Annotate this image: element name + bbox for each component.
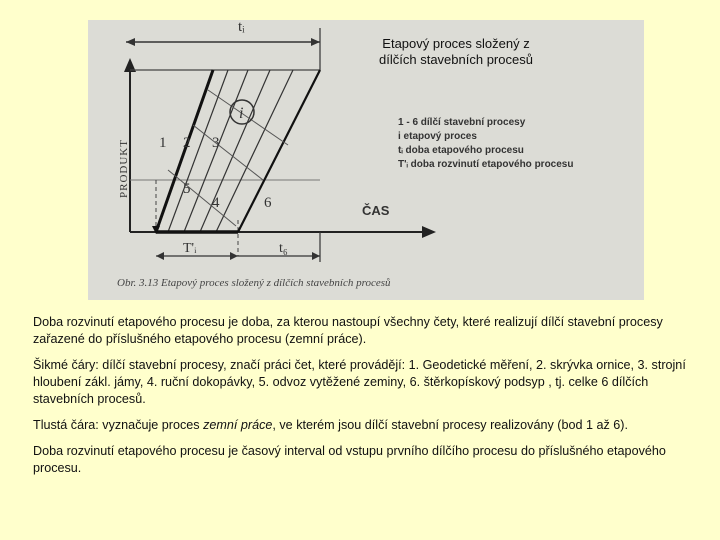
paragraph-sikme-cary: Šikmé čáry: dílčí stavební procesy, značí práci čet, které provádějí: 1. Geodetické měření, 2. skrývka ornice, 3. strojní hloubení zákl. jámy, 4. ruční dokopávky, 5. odvoz vytěžené zeminy, 6. štěrkopískový podsyp , tj. celke 6 dílčích stavebních procesů. bbox=[33, 358, 686, 406]
hatch-line-3 bbox=[208, 90, 288, 145]
etapa-thick-left bbox=[156, 70, 213, 232]
process-number-5: 5 bbox=[183, 181, 191, 197]
legend-line-3: tᵢ doba etapového procesu bbox=[398, 145, 524, 156]
ti-prime-label: T'ᵢ bbox=[183, 241, 197, 256]
process-number-1: 1 bbox=[159, 135, 167, 151]
y-axis-label: PRODUKT bbox=[118, 139, 130, 198]
process-line-4 bbox=[200, 70, 270, 232]
paragraph-doba-rozvinuti: Doba rozvinutí etapového procesu je doba, za kterou nastoupí všechny čety, které realizují dílčí stavební procesy zařazené do příslušného etapového procesu (zemní práce). bbox=[33, 315, 663, 346]
legend-line-2: i etapový proces bbox=[398, 131, 477, 142]
t6-label: t₆ bbox=[279, 241, 288, 256]
hatch-line-2 bbox=[193, 125, 263, 180]
hatch-line-1 bbox=[168, 170, 236, 226]
circled-i-label: i bbox=[239, 105, 244, 122]
explanation-text bbox=[33, 314, 708, 486]
ti-label: tᵢ bbox=[238, 20, 245, 35]
paragraph-tlusta-cara-start: Tlustá čára: vyznačuje proces bbox=[33, 418, 204, 432]
process-number-3: 3 bbox=[212, 135, 220, 151]
ti-prime-arrow-left bbox=[156, 252, 164, 260]
process-line-5 bbox=[216, 70, 293, 232]
process-number-6: 6 bbox=[264, 195, 272, 211]
x-axis-arrow bbox=[422, 226, 436, 238]
diagram-figure bbox=[88, 20, 644, 300]
diagram-svg bbox=[88, 20, 644, 300]
legend-line-1: 1 - 6 dílčí stavební procesy bbox=[398, 117, 526, 128]
paragraph-tlusta-cara bbox=[33, 417, 708, 434]
paragraph-tlusta-cara-end: , ve kterém jsou dílčí stavební procesy realizovány (bod 1 až 6). bbox=[272, 418, 628, 432]
figure-caption: Obr. 3.13 Etapový proces složený z dílčích stavebních procesů bbox=[117, 277, 391, 289]
figure-overlay-title: Etapový proces složený z dílčích stavebních procesů bbox=[379, 36, 533, 67]
ti-arrow-right bbox=[311, 38, 320, 46]
process-number-4: 4 bbox=[212, 195, 220, 211]
legend-line-4: T'ᵢ doba rozvinutí etapového procesu bbox=[398, 159, 574, 170]
paragraph-definice: Doba rozvinutí etapového procesu je časový interval od vstupu prvního dílčího procesu do příslušného etapového procesu. bbox=[33, 444, 666, 475]
ti-prime-arrow-right bbox=[230, 252, 238, 260]
process-number-2: 2 bbox=[183, 135, 191, 151]
t6-arrow-right bbox=[312, 252, 320, 260]
etapa-thick-right bbox=[238, 70, 320, 232]
x-axis-label: ČAS bbox=[362, 203, 390, 218]
paragraph-tlusta-cara-emphasis: zemní práce bbox=[203, 418, 273, 432]
ti-arrow-left bbox=[126, 38, 135, 46]
